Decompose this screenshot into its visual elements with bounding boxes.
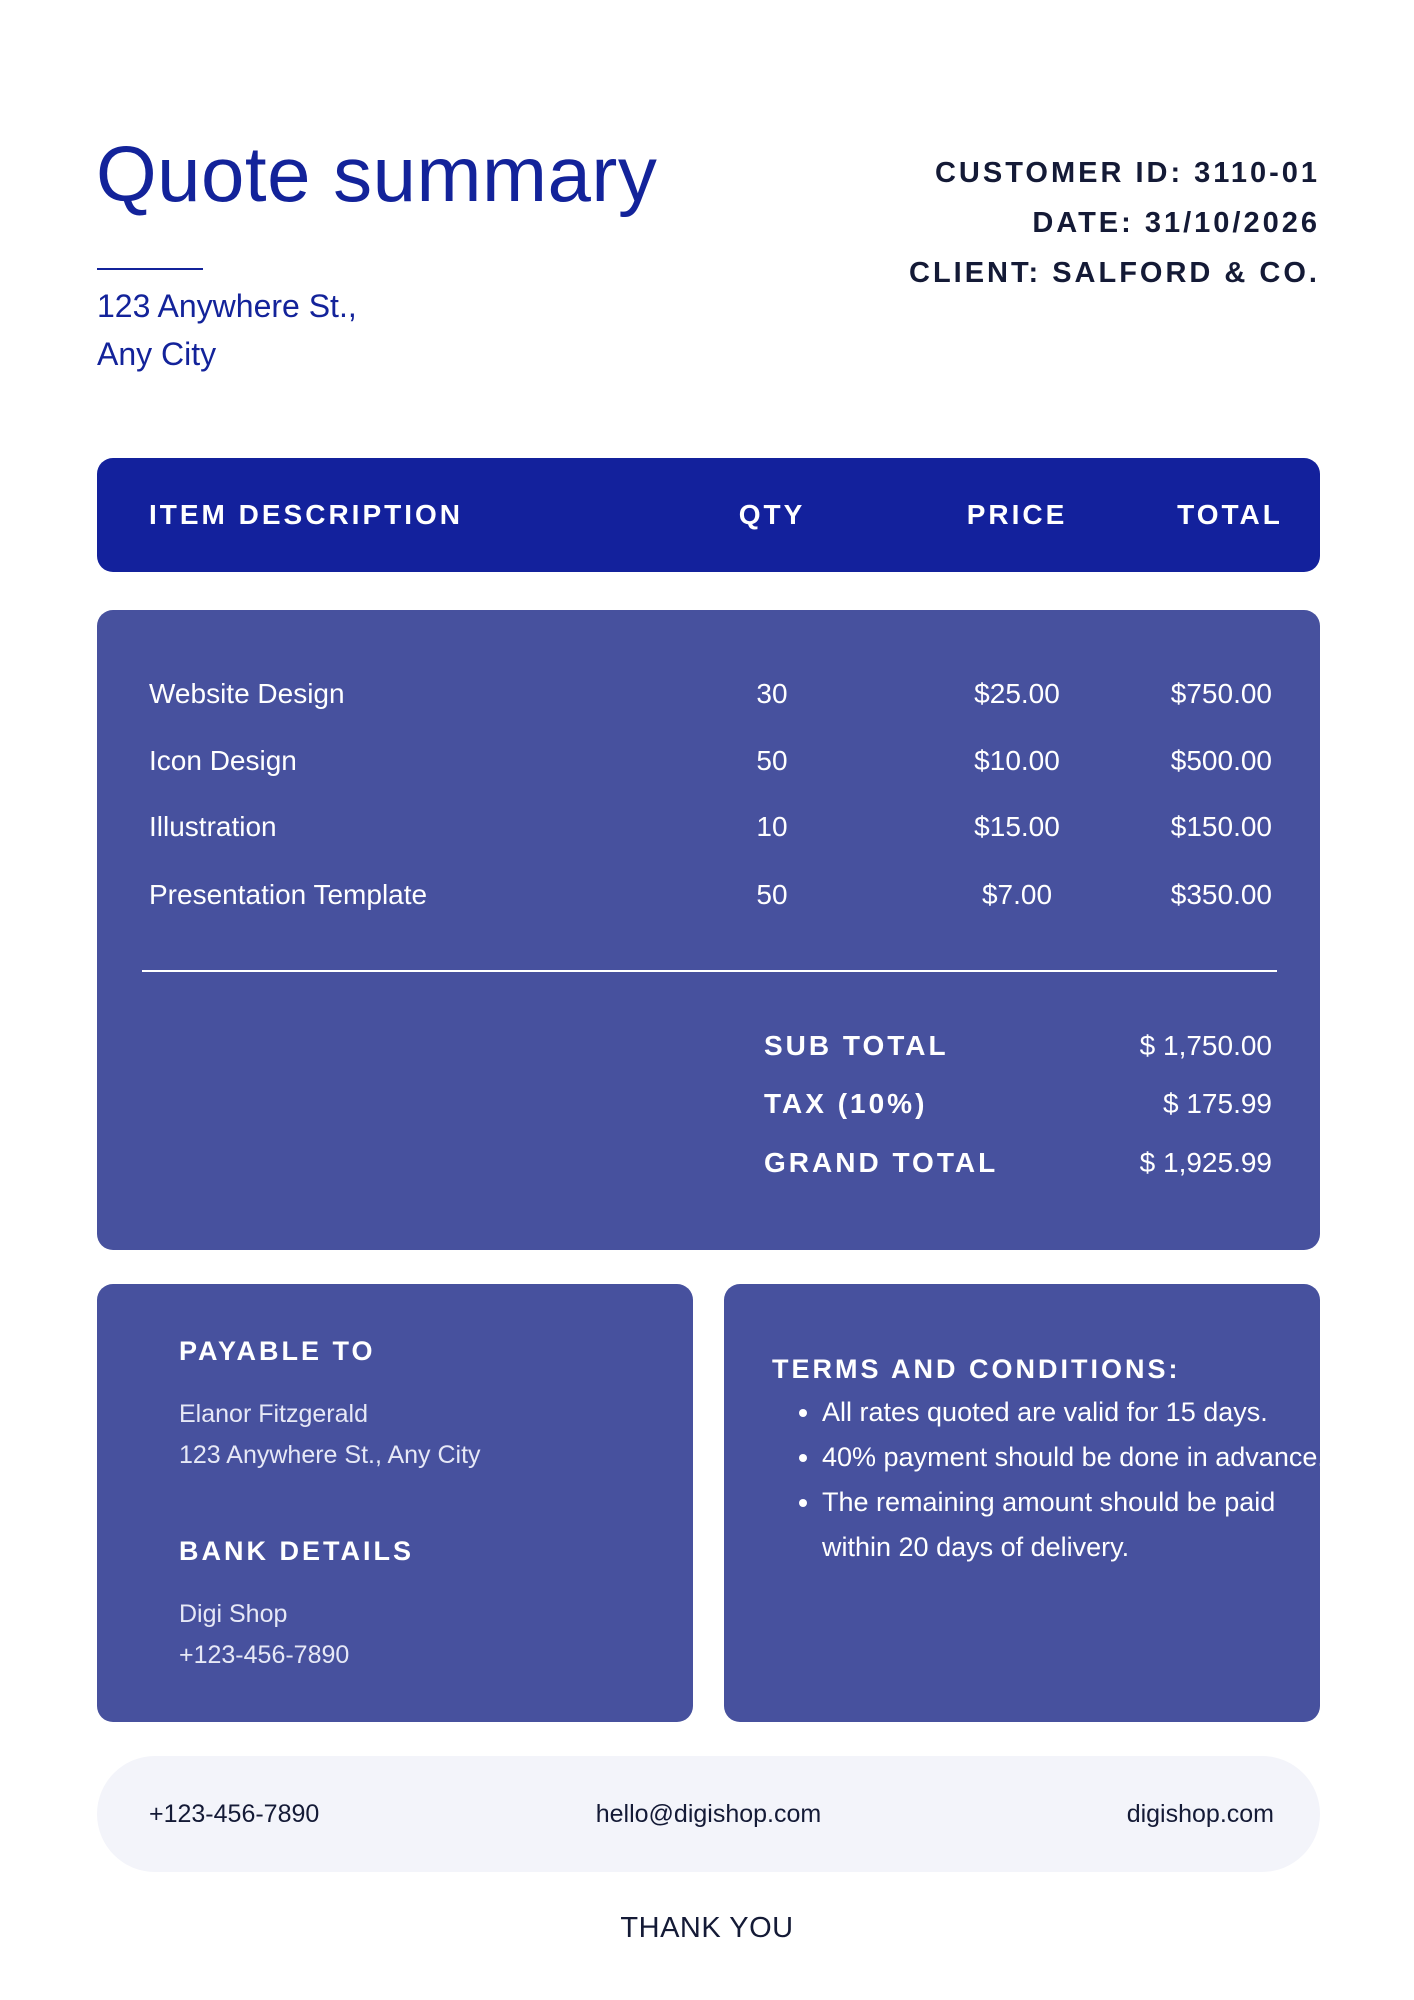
table-row <box>97 879 1320 919</box>
item-price: $15.00 <box>974 811 1060 842</box>
column-header-description: ITEM DESCRIPTION <box>149 499 464 530</box>
quote-date: DATE: 31/10/2026 <box>1032 207 1320 239</box>
column-header-total: TOTAL <box>1177 499 1283 530</box>
client-name: CLIENT: SALFORD & CO. <box>909 257 1320 289</box>
terms-card <box>724 1284 1325 1722</box>
table-header <box>97 458 1320 572</box>
terms-list <box>772 1390 1342 1570</box>
item-total: $500.00 <box>1170 745 1272 776</box>
customer-id: CUSTOMER ID: 3110-01 <box>934 157 1320 189</box>
tax-row <box>97 1088 1320 1128</box>
page-title: Quote summary <box>96 130 658 218</box>
address-line-2: Any City <box>97 336 217 372</box>
grand-total-label: GRAND TOTAL <box>764 1147 999 1178</box>
item-qty: 50 <box>756 879 788 910</box>
quote-meta <box>909 148 1320 298</box>
item-total: $750.00 <box>1170 678 1272 709</box>
bank-phone: +123-456-7890 <box>179 1641 350 1669</box>
thank-you-note: THANK YOU <box>620 1912 794 1944</box>
list-item: • All rates quoted are valid for 15 days. <box>822 1390 1342 1435</box>
payee-name: Elanor Fitzgerald <box>179 1400 368 1428</box>
table-row <box>97 678 1320 718</box>
footer-phone: +123-456-7890 <box>149 1800 320 1828</box>
subtotal-row <box>97 1030 1320 1070</box>
item-qty: 50 <box>756 745 788 776</box>
item-description: Presentation Template <box>149 879 428 910</box>
totals-divider <box>142 970 1277 972</box>
bank-heading: BANK DETAILS <box>179 1536 414 1566</box>
payable-card <box>97 1284 693 1722</box>
payee-address: 123 Anywhere St., Any City <box>179 1441 481 1469</box>
table-row <box>97 811 1320 851</box>
bank-name: Digi Shop <box>179 1600 288 1628</box>
payable-heading: PAYABLE TO <box>179 1336 376 1366</box>
sender-address <box>97 282 357 378</box>
item-description: Website Design <box>149 678 345 709</box>
item-price: $10.00 <box>974 745 1060 776</box>
list-item: • 40% payment should be done in advance. <box>822 1435 1342 1480</box>
tax-label: TAX (10%) <box>764 1088 928 1119</box>
grand-total-value: $ 1,925.99 <box>1139 1147 1272 1178</box>
item-description: Icon Design <box>149 745 297 776</box>
table-row <box>97 745 1320 785</box>
subtotal-label: SUB TOTAL <box>764 1030 949 1061</box>
item-qty: 10 <box>756 811 788 842</box>
item-price: $7.00 <box>981 879 1053 910</box>
address-line-1: 123 Anywhere St., <box>97 288 357 324</box>
item-description: Illustration <box>149 811 277 842</box>
list-item: • The remaining amount should be paid within 20 days of delivery. <box>822 1480 1342 1570</box>
tax-value: $ 175.99 <box>1163 1088 1272 1119</box>
column-header-price: PRICE <box>966 499 1068 530</box>
item-total: $350.00 <box>1170 879 1272 910</box>
footer-website[interactable]: digishop.com <box>1126 1800 1274 1828</box>
item-qty: 30 <box>756 678 788 709</box>
grand-total-row <box>97 1147 1320 1187</box>
contact-footer <box>97 1756 1320 1872</box>
terms-heading: TERMS AND CONDITIONS: <box>772 1354 1181 1384</box>
items-panel <box>97 610 1320 1250</box>
footer-email[interactable]: hello@digishop.com <box>595 1800 822 1828</box>
subtotal-value: $ 1,750.00 <box>1139 1030 1272 1061</box>
title-underline <box>97 268 203 270</box>
item-total: $150.00 <box>1170 811 1272 842</box>
item-price: $25.00 <box>974 678 1060 709</box>
column-header-qty: QTY <box>738 499 806 530</box>
